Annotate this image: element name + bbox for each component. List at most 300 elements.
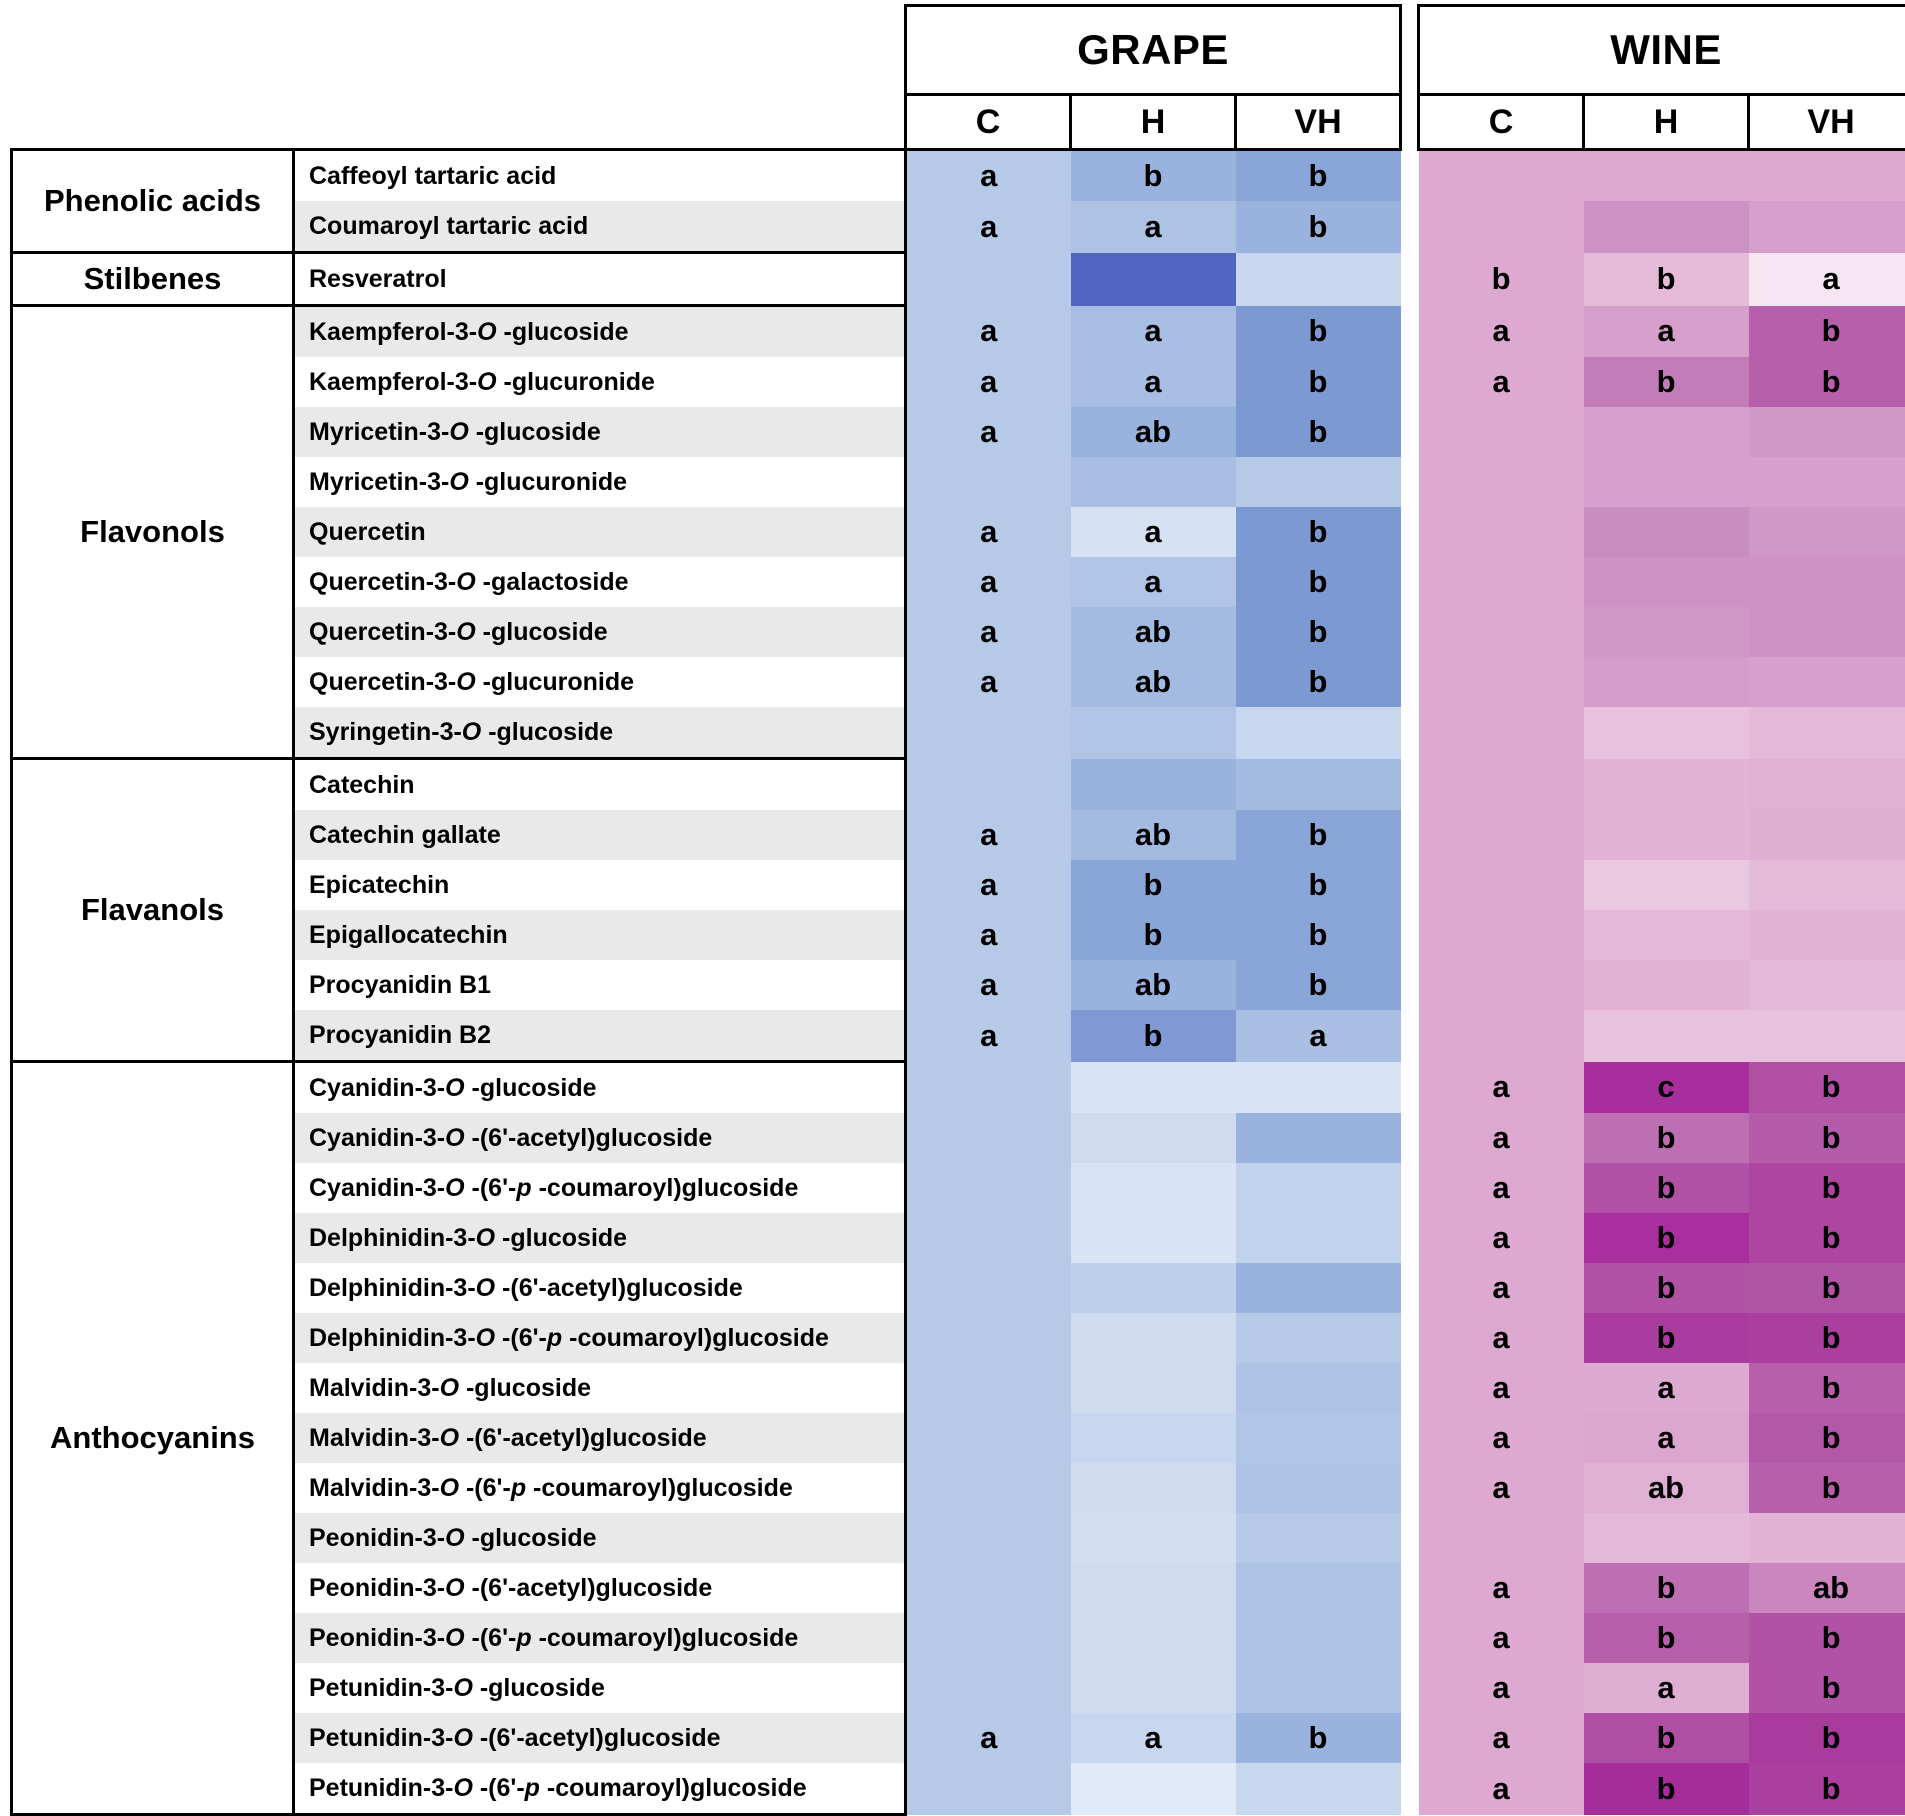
compound-name: Malvidin-3-O -glucoside xyxy=(294,1363,906,1413)
row-group-label: Flavanols xyxy=(12,759,294,1062)
grape-cell-h xyxy=(1071,1613,1236,1663)
wine-cell-c: a xyxy=(1419,1363,1584,1413)
grape-cell-vh xyxy=(1236,1663,1401,1713)
table-row xyxy=(12,1113,1905,1163)
grape-cell-c xyxy=(906,707,1071,759)
grape-cell-vh xyxy=(1236,1313,1401,1363)
grape-cell-c: a xyxy=(906,607,1071,657)
wine-cell-h: ab xyxy=(1584,1463,1749,1513)
grape-cell-h: a xyxy=(1071,306,1236,358)
wine-cell-c xyxy=(1419,657,1584,707)
header-spacer-name xyxy=(294,6,906,95)
table-header xyxy=(12,6,1905,150)
grape-cell-h xyxy=(1071,253,1236,306)
wine-cell-h: b xyxy=(1584,1713,1749,1763)
column-group-grape: GRAPE xyxy=(906,6,1401,95)
wine-cell-h: a xyxy=(1584,1363,1749,1413)
wine-cell-h: a xyxy=(1584,1413,1749,1463)
compound-name: Delphinidin-3-O -(6'-p -coumaroyl)glucoside xyxy=(294,1313,906,1363)
compound-name: Quercetin xyxy=(294,507,906,557)
wine-cell-vh: b xyxy=(1749,1113,1905,1163)
grape-cell-c xyxy=(906,1413,1071,1463)
grape-cell-c: a xyxy=(906,1010,1071,1062)
grape-cell-c xyxy=(906,1763,1071,1815)
grape-cell-c xyxy=(906,1363,1071,1413)
wine-cell-vh xyxy=(1749,201,1905,253)
compound-name: Cyanidin-3-O -(6'-p -coumaroyl)glucoside xyxy=(294,1163,906,1213)
header-spacer-group xyxy=(12,6,294,95)
wine-cell-vh xyxy=(1749,810,1905,860)
wine-cell-h xyxy=(1584,150,1749,202)
grape-cell-c xyxy=(906,1263,1071,1313)
table-row xyxy=(12,1313,1905,1363)
grape-cell-h: ab xyxy=(1071,407,1236,457)
compound-name: Epigallocatechin xyxy=(294,910,906,960)
wine-cell-c xyxy=(1419,860,1584,910)
grape-cell-vh xyxy=(1236,1463,1401,1513)
grape-cell-h xyxy=(1071,457,1236,507)
grape-cell-h: b xyxy=(1071,150,1236,202)
table-row xyxy=(12,960,1905,1010)
column-gap xyxy=(1401,1363,1419,1413)
grape-cell-h xyxy=(1071,1563,1236,1613)
wine-cell-h: b xyxy=(1584,1213,1749,1263)
wine-cell-vh: b xyxy=(1749,1163,1905,1213)
wine-cell-c xyxy=(1419,759,1584,811)
grape-cell-h: b xyxy=(1071,1010,1236,1062)
wine-cell-c xyxy=(1419,557,1584,607)
compound-name: Malvidin-3-O -(6'-p -coumaroyl)glucoside xyxy=(294,1463,906,1513)
wine-cell-c xyxy=(1419,1513,1584,1563)
grape-cell-h xyxy=(1071,1513,1236,1563)
table-row xyxy=(12,1363,1905,1413)
column-gap xyxy=(1401,557,1419,607)
grape-cell-vh xyxy=(1236,1513,1401,1563)
grape-cell-h: b xyxy=(1071,910,1236,960)
compound-name: Cyanidin-3-O -(6'-acetyl)glucoside xyxy=(294,1113,906,1163)
table-row xyxy=(12,1763,1905,1815)
wine-cell-vh: b xyxy=(1749,1313,1905,1363)
column-gap xyxy=(1401,1463,1419,1513)
wine-cell-h xyxy=(1584,457,1749,507)
wine-cell-h: a xyxy=(1584,306,1749,358)
table-row xyxy=(12,657,1905,707)
wine-cell-vh: b xyxy=(1749,1713,1905,1763)
column-gap xyxy=(1401,1713,1419,1763)
column-gap xyxy=(1401,707,1419,759)
column-gap xyxy=(1401,607,1419,657)
grape-cell-h xyxy=(1071,1413,1236,1463)
wine-cell-h: b xyxy=(1584,1263,1749,1313)
wine-cell-c: a xyxy=(1419,1163,1584,1213)
column-gap xyxy=(1401,1163,1419,1213)
compound-name: Procyanidin B1 xyxy=(294,960,906,1010)
table-row xyxy=(12,1413,1905,1463)
wine-cell-c xyxy=(1419,407,1584,457)
grape-cell-h xyxy=(1071,1163,1236,1213)
column-gap xyxy=(1401,1663,1419,1713)
compound-name: Catechin gallate xyxy=(294,810,906,860)
table-row xyxy=(12,407,1905,457)
grape-cell-vh: b xyxy=(1236,657,1401,707)
table-row xyxy=(12,1663,1905,1713)
grape-cell-c: a xyxy=(906,557,1071,607)
compound-name: Petunidin-3-O -(6'-p -coumaroyl)glucoside xyxy=(294,1763,906,1815)
header-spacer-name-2 xyxy=(294,95,906,150)
grape-cell-vh: b xyxy=(1236,860,1401,910)
compound-name: Peonidin-3-O -(6'-acetyl)glucoside xyxy=(294,1563,906,1613)
wine-cell-c: b xyxy=(1419,253,1584,306)
column-gap xyxy=(1401,960,1419,1010)
subcolumn-header-row xyxy=(12,95,1905,150)
grape-cell-c: a xyxy=(906,860,1071,910)
wine-cell-h: a xyxy=(1584,1663,1749,1713)
wine-cell-h xyxy=(1584,657,1749,707)
wine-cell-c xyxy=(1419,810,1584,860)
wine-cell-c xyxy=(1419,457,1584,507)
column-gap xyxy=(1401,759,1419,811)
grape-cell-vh: a xyxy=(1236,1010,1401,1062)
row-group-label: Phenolic acids xyxy=(12,150,294,253)
wine-cell-vh xyxy=(1749,707,1905,759)
grape-cell-h: a xyxy=(1071,557,1236,607)
grape-cell-h xyxy=(1071,1463,1236,1513)
wine-cell-vh xyxy=(1749,657,1905,707)
wine-cell-vh xyxy=(1749,557,1905,607)
wine-cell-c xyxy=(1419,960,1584,1010)
grape-cell-vh: b xyxy=(1236,960,1401,1010)
grape-cell-h xyxy=(1071,1213,1236,1263)
grape-cell-c xyxy=(906,759,1071,811)
grape-cell-vh xyxy=(1236,1263,1401,1313)
row-group-label: Flavonols xyxy=(12,306,294,759)
column-gap xyxy=(1401,457,1419,507)
wine-cell-h xyxy=(1584,201,1749,253)
wine-cell-vh xyxy=(1749,150,1905,202)
wine-cell-vh: b xyxy=(1749,357,1905,407)
header-spacer-group-2 xyxy=(12,95,294,150)
grape-cell-vh xyxy=(1236,1413,1401,1463)
wine-cell-h xyxy=(1584,557,1749,607)
grape-cell-c xyxy=(906,1313,1071,1363)
column-gap xyxy=(1401,357,1419,407)
wine-cell-c: a xyxy=(1419,357,1584,407)
grape-cell-vh: b xyxy=(1236,607,1401,657)
wine-cell-c xyxy=(1419,607,1584,657)
grape-cell-vh: b xyxy=(1236,557,1401,607)
wine-cell-h: b xyxy=(1584,1113,1749,1163)
grape-cell-vh xyxy=(1236,1113,1401,1163)
grape-cell-h xyxy=(1071,1363,1236,1413)
wine-cell-vh xyxy=(1749,407,1905,457)
compound-name: Quercetin-3-O -galactoside xyxy=(294,557,906,607)
column-gap xyxy=(1401,1010,1419,1062)
subcolumn-grape-c: C xyxy=(906,95,1071,150)
wine-cell-c: a xyxy=(1419,1263,1584,1313)
grape-cell-h xyxy=(1071,1313,1236,1363)
subcolumn-wine-vh: VH xyxy=(1749,95,1905,150)
grape-cell-c xyxy=(906,1062,1071,1114)
compound-name: Catechin xyxy=(294,759,906,811)
grape-cell-h: ab xyxy=(1071,810,1236,860)
column-gap xyxy=(1401,306,1419,358)
grape-cell-vh: b xyxy=(1236,150,1401,202)
wine-cell-vh xyxy=(1749,759,1905,811)
table-row xyxy=(12,1713,1905,1763)
grape-cell-vh xyxy=(1236,1563,1401,1613)
wine-cell-vh xyxy=(1749,860,1905,910)
grape-cell-vh: b xyxy=(1236,407,1401,457)
wine-cell-vh: b xyxy=(1749,1613,1905,1663)
grape-cell-vh: b xyxy=(1236,507,1401,557)
column-gap xyxy=(1401,253,1419,306)
wine-cell-c xyxy=(1419,1010,1584,1062)
grape-cell-c xyxy=(906,1163,1071,1213)
grape-cell-vh xyxy=(1236,1763,1401,1815)
column-gap xyxy=(1401,910,1419,960)
wine-cell-h: b xyxy=(1584,357,1749,407)
grape-cell-h: ab xyxy=(1071,607,1236,657)
grape-cell-vh: b xyxy=(1236,810,1401,860)
wine-cell-vh: b xyxy=(1749,1263,1905,1313)
grape-cell-c: a xyxy=(906,810,1071,860)
compound-name: Cyanidin-3-O -glucoside xyxy=(294,1062,906,1114)
column-gap xyxy=(1401,150,1419,202)
wine-cell-c: a xyxy=(1419,1663,1584,1713)
compound-name: Delphinidin-3-O -glucoside xyxy=(294,1213,906,1263)
table-row xyxy=(12,707,1905,759)
grape-cell-vh xyxy=(1236,1613,1401,1663)
heatmap-table xyxy=(10,4,1905,1816)
wine-cell-vh: b xyxy=(1749,306,1905,358)
table-row xyxy=(12,1613,1905,1663)
grape-cell-c xyxy=(906,1113,1071,1163)
wine-cell-vh xyxy=(1749,1513,1905,1563)
grape-cell-c: a xyxy=(906,201,1071,253)
row-group-label: Anthocyanins xyxy=(12,1062,294,1815)
column-gap xyxy=(1401,1413,1419,1463)
grape-cell-h: a xyxy=(1071,1713,1236,1763)
compound-name: Procyanidin B2 xyxy=(294,1010,906,1062)
table-row xyxy=(12,860,1905,910)
compound-name: Malvidin-3-O -(6'-acetyl)glucoside xyxy=(294,1413,906,1463)
grape-cell-c: a xyxy=(906,960,1071,1010)
grape-cell-vh: b xyxy=(1236,357,1401,407)
grape-cell-c xyxy=(906,1663,1071,1713)
wine-cell-c: a xyxy=(1419,1563,1584,1613)
grape-cell-c: a xyxy=(906,657,1071,707)
table-row xyxy=(12,759,1905,811)
compound-name: Syringetin-3-O -glucoside xyxy=(294,707,906,759)
grape-cell-c: a xyxy=(906,357,1071,407)
wine-cell-c xyxy=(1419,150,1584,202)
row-group-label: Stilbenes xyxy=(12,253,294,306)
table-row xyxy=(12,201,1905,253)
column-gap xyxy=(1401,1563,1419,1613)
compound-name: Quercetin-3-O -glucoside xyxy=(294,607,906,657)
wine-cell-vh: b xyxy=(1749,1413,1905,1463)
grape-cell-vh: b xyxy=(1236,1713,1401,1763)
wine-cell-c: a xyxy=(1419,1413,1584,1463)
header-gap xyxy=(1401,6,1419,95)
table-row xyxy=(12,306,1905,358)
table-row xyxy=(12,1213,1905,1263)
column-gap xyxy=(1401,1313,1419,1363)
wine-cell-h: b xyxy=(1584,1563,1749,1613)
wine-cell-c: a xyxy=(1419,1763,1584,1815)
grape-cell-c xyxy=(906,1613,1071,1663)
wine-cell-vh xyxy=(1749,457,1905,507)
table-row xyxy=(12,457,1905,507)
wine-cell-vh xyxy=(1749,960,1905,1010)
grape-cell-c: a xyxy=(906,150,1071,202)
table-row xyxy=(12,910,1905,960)
wine-cell-c: a xyxy=(1419,1463,1584,1513)
grape-cell-vh xyxy=(1236,1213,1401,1263)
wine-cell-h xyxy=(1584,407,1749,457)
wine-cell-h xyxy=(1584,707,1749,759)
wine-cell-h: b xyxy=(1584,1613,1749,1663)
grape-cell-h xyxy=(1071,759,1236,811)
grape-cell-h xyxy=(1071,1663,1236,1713)
group-header-row xyxy=(12,6,1905,95)
grape-cell-vh: b xyxy=(1236,201,1401,253)
wine-cell-h xyxy=(1584,960,1749,1010)
table-body xyxy=(12,150,1905,1815)
column-gap xyxy=(1401,1513,1419,1563)
column-gap xyxy=(1401,1763,1419,1815)
wine-cell-h xyxy=(1584,1010,1749,1062)
column-gap xyxy=(1401,407,1419,457)
compound-name: Resveratrol xyxy=(294,253,906,306)
grape-cell-vh xyxy=(1236,1163,1401,1213)
table-row xyxy=(12,253,1905,306)
grape-cell-h xyxy=(1071,1062,1236,1114)
column-gap xyxy=(1401,1062,1419,1114)
compound-name: Kaempferol-3-O -glucuronide xyxy=(294,357,906,407)
grape-cell-c: a xyxy=(906,910,1071,960)
wine-cell-vh xyxy=(1749,607,1905,657)
subcolumn-grape-vh: VH xyxy=(1236,95,1401,150)
grape-cell-vh xyxy=(1236,457,1401,507)
grape-cell-c xyxy=(906,253,1071,306)
compound-name: Peonidin-3-O -glucoside xyxy=(294,1513,906,1563)
table-row xyxy=(12,1563,1905,1613)
table-row xyxy=(12,1062,1905,1114)
table-row xyxy=(12,1010,1905,1062)
column-gap xyxy=(1401,860,1419,910)
compound-name: Myricetin-3-O -glucuronide xyxy=(294,457,906,507)
wine-cell-h xyxy=(1584,507,1749,557)
wine-cell-vh: b xyxy=(1749,1062,1905,1114)
wine-cell-h xyxy=(1584,810,1749,860)
compound-name: Epicatechin xyxy=(294,860,906,910)
wine-cell-c: a xyxy=(1419,1062,1584,1114)
grape-cell-h: ab xyxy=(1071,960,1236,1010)
wine-cell-h: c xyxy=(1584,1062,1749,1114)
grape-cell-c: a xyxy=(906,306,1071,358)
compound-name: Quercetin-3-O -glucuronide xyxy=(294,657,906,707)
grape-cell-h: b xyxy=(1071,860,1236,910)
table-row xyxy=(12,1263,1905,1313)
grape-cell-c xyxy=(906,1213,1071,1263)
compound-name: Peonidin-3-O -(6'-p -coumaroyl)glucoside xyxy=(294,1613,906,1663)
compound-name: Coumaroyl tartaric acid xyxy=(294,201,906,253)
grape-cell-h: ab xyxy=(1071,657,1236,707)
grape-cell-vh xyxy=(1236,1062,1401,1114)
compound-name: Caffeoyl tartaric acid xyxy=(294,150,906,202)
grape-cell-h: a xyxy=(1071,507,1236,557)
table-row xyxy=(12,1163,1905,1213)
column-gap xyxy=(1401,1213,1419,1263)
wine-cell-h: b xyxy=(1584,1163,1749,1213)
wine-cell-h xyxy=(1584,759,1749,811)
wine-cell-c: a xyxy=(1419,1113,1584,1163)
subcolumn-wine-h: H xyxy=(1584,95,1749,150)
wine-cell-vh: b xyxy=(1749,1763,1905,1815)
wine-cell-vh: a xyxy=(1749,253,1905,306)
column-gap xyxy=(1401,201,1419,253)
column-gap xyxy=(1401,507,1419,557)
compound-name: Delphinidin-3-O -(6'-acetyl)glucoside xyxy=(294,1263,906,1313)
wine-cell-c xyxy=(1419,910,1584,960)
compound-name: Petunidin-3-O -glucoside xyxy=(294,1663,906,1713)
wine-cell-h xyxy=(1584,910,1749,960)
grape-cell-vh xyxy=(1236,253,1401,306)
grape-cell-h xyxy=(1071,707,1236,759)
compound-name: Petunidin-3-O -(6'-acetyl)glucoside xyxy=(294,1713,906,1763)
wine-cell-vh: b xyxy=(1749,1663,1905,1713)
grape-cell-c: a xyxy=(906,507,1071,557)
header-gap-2 xyxy=(1401,95,1419,150)
wine-cell-h xyxy=(1584,860,1749,910)
grape-cell-h: a xyxy=(1071,357,1236,407)
wine-cell-vh xyxy=(1749,507,1905,557)
grape-cell-h xyxy=(1071,1763,1236,1815)
wine-cell-c: a xyxy=(1419,1213,1584,1263)
grape-cell-c: a xyxy=(906,407,1071,457)
grape-cell-vh xyxy=(1236,759,1401,811)
column-gap xyxy=(1401,1613,1419,1663)
grape-cell-h: a xyxy=(1071,201,1236,253)
compound-name: Kaempferol-3-O -glucoside xyxy=(294,306,906,358)
wine-cell-c: a xyxy=(1419,1313,1584,1363)
wine-cell-c xyxy=(1419,707,1584,759)
column-gap xyxy=(1401,1263,1419,1313)
table-row xyxy=(12,1513,1905,1563)
compound-name: Myricetin-3-O -glucoside xyxy=(294,407,906,457)
grape-cell-c: a xyxy=(906,1713,1071,1763)
grape-cell-vh: b xyxy=(1236,910,1401,960)
column-gap xyxy=(1401,810,1419,860)
wine-cell-h: b xyxy=(1584,1313,1749,1363)
wine-cell-c: a xyxy=(1419,1713,1584,1763)
wine-cell-c xyxy=(1419,201,1584,253)
grape-cell-vh xyxy=(1236,1363,1401,1413)
wine-cell-vh xyxy=(1749,1010,1905,1062)
column-gap xyxy=(1401,1113,1419,1163)
column-group-wine: WINE xyxy=(1419,6,1905,95)
table-row xyxy=(12,150,1905,202)
wine-cell-vh: b xyxy=(1749,1363,1905,1413)
table-row xyxy=(12,557,1905,607)
grape-cell-h xyxy=(1071,1113,1236,1163)
wine-cell-c: a xyxy=(1419,306,1584,358)
table-row xyxy=(12,357,1905,407)
wine-cell-h xyxy=(1584,607,1749,657)
grape-cell-h xyxy=(1071,1263,1236,1313)
wine-cell-vh: ab xyxy=(1749,1563,1905,1613)
